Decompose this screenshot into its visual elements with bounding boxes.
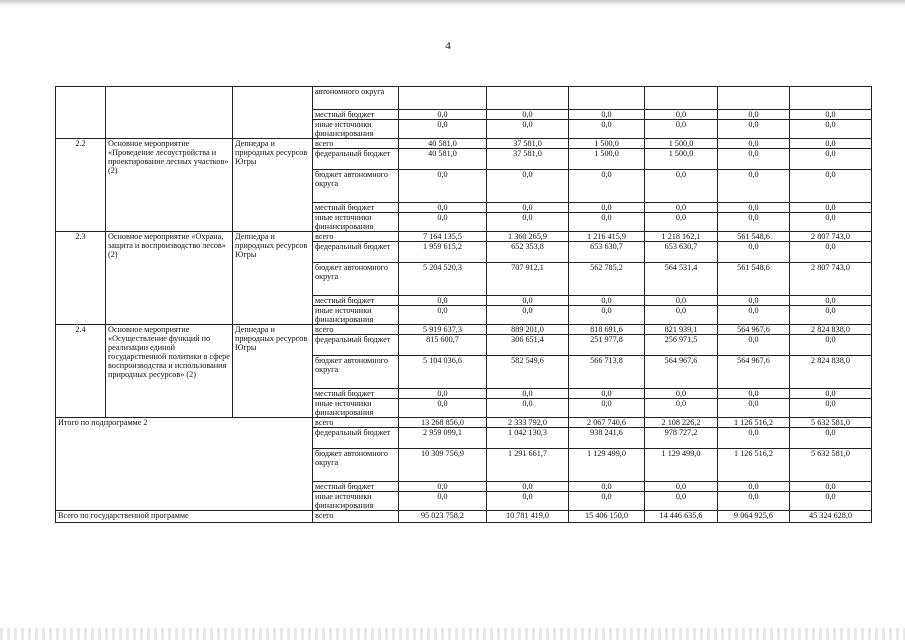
value-cell: 564 967,6 bbox=[645, 356, 718, 389]
block-title-cell: Основное мероприятие «Охрана, защита и воспроизводство лесов» (2) bbox=[106, 232, 233, 325]
value-cell: 5 919 637,3 bbox=[399, 325, 487, 335]
value-cell: 2 067 740,6 bbox=[569, 418, 645, 428]
value-cell: 0,0 bbox=[790, 399, 872, 418]
block-code-cell: 2.2 bbox=[56, 139, 106, 232]
value-cell: 1 959 615,2 bbox=[399, 242, 487, 263]
value-cell: 45 324 628,0 bbox=[790, 511, 872, 523]
value-cell: 0,0 bbox=[569, 389, 645, 399]
value-cell: 9 064 925,6 bbox=[718, 511, 790, 523]
value-cell: 0,0 bbox=[569, 492, 645, 511]
value-cell: 0,0 bbox=[790, 335, 872, 356]
value-cell: 10 781 419,0 bbox=[487, 511, 569, 523]
value-cell: 0,0 bbox=[569, 110, 645, 120]
value-cell: 2 108 226,2 bbox=[645, 418, 718, 428]
block-title-cell: Всего по государственной программе bbox=[56, 511, 313, 523]
value-cell: 561 548,6 bbox=[718, 232, 790, 242]
value-cell: 0,0 bbox=[790, 139, 872, 149]
block-executor-cell: Депнедра и природных ресурсов Югры bbox=[233, 325, 313, 418]
value-cell: 0,0 bbox=[790, 428, 872, 449]
table-row bbox=[56, 139, 872, 149]
value-cell: 0,0 bbox=[790, 482, 872, 492]
value-cell: 0,0 bbox=[569, 170, 645, 203]
funding-source-cell: местный бюджет bbox=[313, 110, 399, 120]
funding-source-cell: всего bbox=[313, 511, 399, 523]
value-cell: 0,0 bbox=[569, 213, 645, 232]
value-cell: 251 977,8 bbox=[569, 335, 645, 356]
value-cell: 582 549,6 bbox=[487, 356, 569, 389]
value-cell: 1 500,0 bbox=[569, 149, 645, 170]
value-cell: 0,0 bbox=[645, 296, 718, 306]
value-cell: 5 204 520,3 bbox=[399, 263, 487, 296]
value-cell: 0,0 bbox=[569, 120, 645, 139]
value-cell: 0,0 bbox=[399, 296, 487, 306]
value-cell: 0,0 bbox=[569, 482, 645, 492]
funding-source-cell: бюджет автономного округа bbox=[313, 449, 399, 482]
value-cell: 0,0 bbox=[569, 296, 645, 306]
value-cell: 0,0 bbox=[399, 203, 487, 213]
block-code-cell: 2.3 bbox=[56, 232, 106, 325]
value-cell: 7 164 135,5 bbox=[399, 232, 487, 242]
value-cell: 0,0 bbox=[487, 170, 569, 203]
funding-source-cell: всего bbox=[313, 418, 399, 428]
value-cell: 0,0 bbox=[399, 110, 487, 120]
value-cell: 653 630,7 bbox=[645, 242, 718, 263]
value-cell bbox=[790, 87, 872, 110]
value-cell: 0,0 bbox=[487, 306, 569, 325]
value-cell: 1 126 516,2 bbox=[718, 418, 790, 428]
value-cell: 0,0 bbox=[645, 389, 718, 399]
block-code-cell: 2.4 bbox=[56, 325, 106, 418]
value-cell: 0,0 bbox=[487, 389, 569, 399]
block-code-cell bbox=[56, 87, 106, 139]
value-cell: 256 971,5 bbox=[645, 335, 718, 356]
table-body bbox=[56, 87, 872, 523]
table-row bbox=[56, 511, 872, 523]
funding-source-cell: федеральный бюджет bbox=[313, 335, 399, 356]
funding-source-cell: бюджет автономного округа bbox=[313, 263, 399, 296]
value-cell: 0,0 bbox=[645, 203, 718, 213]
value-cell: 564 531,4 bbox=[645, 263, 718, 296]
value-cell: 5 632 581,0 bbox=[790, 449, 872, 482]
value-cell: 978 727,2 bbox=[645, 428, 718, 449]
value-cell: 1 129 499,0 bbox=[645, 449, 718, 482]
value-cell: 0,0 bbox=[718, 139, 790, 149]
value-cell: 564 967,6 bbox=[718, 325, 790, 335]
value-cell: 0,0 bbox=[718, 335, 790, 356]
funding-source-cell: федеральный бюджет bbox=[313, 242, 399, 263]
funding-source-cell: местный бюджет bbox=[313, 389, 399, 399]
block-title-cell: Основное мероприятие «Осуществление функций по реализации единой государственной политики в сфере воспроизводства и использования природных ресурсов» (2) bbox=[106, 325, 233, 418]
table-row bbox=[56, 232, 872, 242]
block-title-cell: Итого по подпрограмме 2 bbox=[56, 418, 313, 511]
value-cell bbox=[645, 87, 718, 110]
block-title-cell bbox=[106, 87, 233, 139]
value-cell: 0,0 bbox=[790, 110, 872, 120]
value-cell: 0,0 bbox=[718, 120, 790, 139]
funding-source-cell: местный бюджет bbox=[313, 296, 399, 306]
value-cell: 5 104 036,6 bbox=[399, 356, 487, 389]
block-executor-cell: Депнедра и природных ресурсов Югры bbox=[233, 139, 313, 232]
value-cell bbox=[718, 87, 790, 110]
value-cell: 0,0 bbox=[790, 120, 872, 139]
budget-table bbox=[55, 86, 872, 523]
scan-edge-bottom bbox=[0, 628, 905, 640]
funding-source-cell: иные источники финансирования bbox=[313, 492, 399, 511]
value-cell bbox=[399, 87, 487, 110]
value-cell: 0,0 bbox=[790, 170, 872, 203]
value-cell: 0,0 bbox=[645, 306, 718, 325]
value-cell: 0,0 bbox=[399, 482, 487, 492]
value-cell: 1 042 130,3 bbox=[487, 428, 569, 449]
value-cell: 2 959 099,1 bbox=[399, 428, 487, 449]
funding-source-cell: иные источники финансирования bbox=[313, 399, 399, 418]
funding-source-cell: иные источники финансирования bbox=[313, 306, 399, 325]
value-cell: 0,0 bbox=[487, 296, 569, 306]
table-row bbox=[56, 418, 872, 428]
value-cell: 37 581,0 bbox=[487, 149, 569, 170]
value-cell: 1 500,0 bbox=[645, 139, 718, 149]
value-cell: 0,0 bbox=[790, 492, 872, 511]
value-cell: 0,0 bbox=[645, 213, 718, 232]
value-cell: 0,0 bbox=[718, 110, 790, 120]
value-cell: 2 824 838,0 bbox=[790, 356, 872, 389]
value-cell: 0,0 bbox=[790, 306, 872, 325]
value-cell: 707 912,1 bbox=[487, 263, 569, 296]
funding-source-cell: иные источники финансирования bbox=[313, 120, 399, 139]
value-cell: 561 548,6 bbox=[718, 263, 790, 296]
funding-source-cell: иные источники финансирования bbox=[313, 213, 399, 232]
value-cell: 306 651,4 bbox=[487, 335, 569, 356]
value-cell: 0,0 bbox=[718, 389, 790, 399]
value-cell: 2 807 743,0 bbox=[790, 263, 872, 296]
value-cell: 653 630,7 bbox=[569, 242, 645, 263]
table-row bbox=[56, 325, 872, 335]
value-cell: 818 691,6 bbox=[569, 325, 645, 335]
value-cell: 0,0 bbox=[399, 492, 487, 511]
value-cell: 5 632 581,0 bbox=[790, 418, 872, 428]
value-cell: 0,0 bbox=[645, 110, 718, 120]
value-cell: 0,0 bbox=[645, 170, 718, 203]
value-cell: 0,0 bbox=[645, 492, 718, 511]
funding-source-cell: местный бюджет bbox=[313, 482, 399, 492]
value-cell: 0,0 bbox=[718, 170, 790, 203]
value-cell: 652 353,8 bbox=[487, 242, 569, 263]
value-cell: 0,0 bbox=[645, 120, 718, 139]
funding-source-cell: всего bbox=[313, 232, 399, 242]
value-cell: 37 581,0 bbox=[487, 139, 569, 149]
table-row bbox=[56, 87, 872, 110]
value-cell: 0,0 bbox=[718, 213, 790, 232]
funding-source-cell: всего bbox=[313, 325, 399, 335]
value-cell: 1 129 499,0 bbox=[569, 449, 645, 482]
value-cell: 0,0 bbox=[569, 306, 645, 325]
value-cell: 0,0 bbox=[718, 203, 790, 213]
value-cell: 0,0 bbox=[487, 492, 569, 511]
value-cell: 0,0 bbox=[718, 482, 790, 492]
value-cell: 566 713,8 bbox=[569, 356, 645, 389]
value-cell: 2 807 743,0 bbox=[790, 232, 872, 242]
value-cell: 815 600,7 bbox=[399, 335, 487, 356]
value-cell: 14 446 635,6 bbox=[645, 511, 718, 523]
value-cell: 40 581,0 bbox=[399, 149, 487, 170]
funding-source-cell: бюджет автономного округа bbox=[313, 170, 399, 203]
value-cell: 1 500,0 bbox=[569, 139, 645, 149]
block-executor-cell bbox=[233, 87, 313, 139]
value-cell: 0,0 bbox=[399, 120, 487, 139]
value-cell: 1 291 661,7 bbox=[487, 449, 569, 482]
block-executor-cell: Депнедра и природных ресурсов Югры bbox=[233, 232, 313, 325]
value-cell: 1 360 265,9 bbox=[487, 232, 569, 242]
funding-source-cell: бюджет автономного округа bbox=[313, 356, 399, 389]
value-cell: 10 309 756,9 bbox=[399, 449, 487, 482]
value-cell bbox=[569, 87, 645, 110]
value-cell: 1 218 162,1 bbox=[645, 232, 718, 242]
scan-edge-top bbox=[0, 0, 905, 6]
value-cell: 562 785,2 bbox=[569, 263, 645, 296]
value-cell: 564 967,6 bbox=[718, 356, 790, 389]
value-cell: 0,0 bbox=[790, 203, 872, 213]
value-cell: 938 241,6 bbox=[569, 428, 645, 449]
value-cell: 0,0 bbox=[718, 399, 790, 418]
value-cell: 95 023 758,2 bbox=[399, 511, 487, 523]
value-cell: 0,0 bbox=[645, 399, 718, 418]
value-cell: 0,0 bbox=[718, 428, 790, 449]
value-cell bbox=[487, 87, 569, 110]
value-cell: 0,0 bbox=[790, 213, 872, 232]
value-cell: 0,0 bbox=[790, 242, 872, 263]
value-cell: 13 268 856,0 bbox=[399, 418, 487, 428]
value-cell: 0,0 bbox=[569, 399, 645, 418]
funding-source-cell: всего bbox=[313, 139, 399, 149]
funding-source-cell: местный бюджет bbox=[313, 203, 399, 213]
block-title-cell: Основное мероприятие «Проведение лесоустройства и проектирование лесных участков» (2) bbox=[106, 139, 233, 232]
funding-source-cell: федеральный бюджет bbox=[313, 428, 399, 449]
value-cell: 0,0 bbox=[399, 170, 487, 203]
value-cell: 0,0 bbox=[399, 389, 487, 399]
value-cell: 0,0 bbox=[718, 492, 790, 511]
value-cell: 0,0 bbox=[790, 389, 872, 399]
value-cell: 889 201,0 bbox=[487, 325, 569, 335]
value-cell: 1 216 415,9 bbox=[569, 232, 645, 242]
value-cell: 0,0 bbox=[399, 306, 487, 325]
value-cell: 0,0 bbox=[718, 306, 790, 325]
value-cell: 0,0 bbox=[718, 149, 790, 170]
value-cell: 0,0 bbox=[487, 213, 569, 232]
value-cell: 2 824 838,0 bbox=[790, 325, 872, 335]
value-cell: 2 333 792,0 bbox=[487, 418, 569, 428]
value-cell: 15 406 150,0 bbox=[569, 511, 645, 523]
value-cell: 0,0 bbox=[487, 203, 569, 213]
value-cell: 40 581,0 bbox=[399, 139, 487, 149]
value-cell: 0,0 bbox=[487, 110, 569, 120]
value-cell: 821 939,1 bbox=[645, 325, 718, 335]
value-cell: 0,0 bbox=[487, 482, 569, 492]
value-cell: 0,0 bbox=[399, 213, 487, 232]
value-cell: 0,0 bbox=[569, 203, 645, 213]
funding-source-cell: федеральный бюджет bbox=[313, 149, 399, 170]
value-cell: 0,0 bbox=[645, 482, 718, 492]
value-cell: 0,0 bbox=[487, 120, 569, 139]
value-cell: 0,0 bbox=[718, 242, 790, 263]
value-cell: 0,0 bbox=[790, 296, 872, 306]
value-cell: 0,0 bbox=[790, 149, 872, 170]
value-cell: 1 500,0 bbox=[645, 149, 718, 170]
value-cell: 0,0 bbox=[399, 399, 487, 418]
value-cell: 1 126 516,2 bbox=[718, 449, 790, 482]
value-cell: 0,0 bbox=[718, 296, 790, 306]
funding-source-cell: автономного округа bbox=[313, 87, 399, 110]
value-cell: 0,0 bbox=[487, 399, 569, 418]
page-number: 4 bbox=[445, 40, 451, 52]
